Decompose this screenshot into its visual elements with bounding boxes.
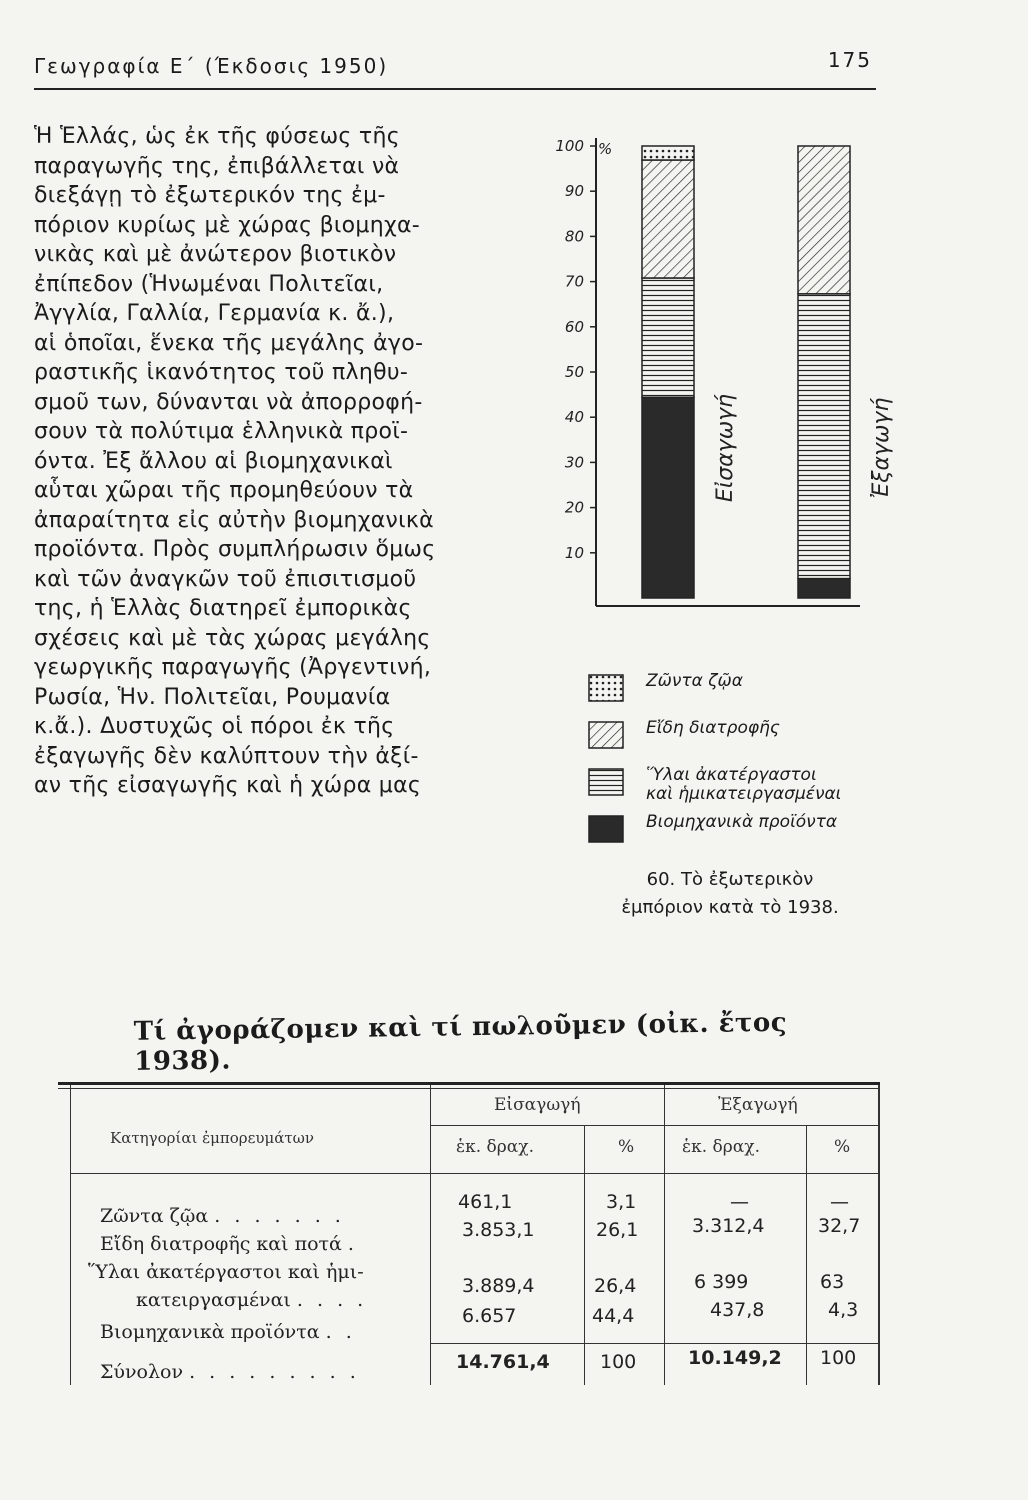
- header-import-pct: %: [618, 1137, 635, 1157]
- y-tick-label: 30: [564, 453, 584, 472]
- body-line: ραστικῆς ἱκανότητος τοῦ πληθυ-: [34, 360, 409, 385]
- import-pct: 3,1: [606, 1191, 637, 1213]
- export-pct: —: [830, 1191, 849, 1213]
- row-label-continued: κατειργασμέναι . . . .: [136, 1289, 368, 1311]
- body-line: κ.ἄ.). Δυστυχῶς οἱ πόροι ἐκ τῆς: [34, 714, 395, 739]
- row-label: Εἴδη διατροφῆς καὶ ποτά .: [100, 1233, 358, 1255]
- y-tick-label: 20: [564, 498, 584, 517]
- bar-category-label: Ἐξαγωγή: [869, 397, 894, 499]
- table-rule: [878, 1085, 880, 1385]
- legend-item: [588, 668, 888, 715]
- table-rule: [70, 1085, 71, 1385]
- body-line: πόριον κυρίως μὲ χώρας βιομηχα-: [34, 212, 421, 238]
- header-export: Ἐξαγωγή: [718, 1095, 798, 1115]
- import-value: 6.657: [462, 1305, 517, 1327]
- body-line: αἱ ὁποῖαι, ἕνεκα τῆς μεγάλης ἀγο-: [34, 330, 424, 356]
- legend-label-line: Ζῶντα ζῷα: [646, 671, 743, 691]
- figure-caption: [560, 866, 900, 922]
- legend-swatch-rect: [589, 816, 623, 842]
- body-line: σχέσεις καὶ μὲ τὰς χώρας μεγάλης: [34, 625, 431, 651]
- export-pct: 32,7: [818, 1215, 861, 1237]
- header-import-money: ἑκ. δραχ.: [456, 1137, 534, 1157]
- table-rule: [70, 1173, 880, 1174]
- export-pct: 4,3: [828, 1299, 859, 1321]
- y-tick-label: 100: [555, 137, 584, 155]
- table-rule: [430, 1085, 431, 1385]
- legend-swatch-rect: [589, 722, 623, 748]
- bar-segment: [642, 146, 694, 160]
- body-line: της, ἡ Ἑλλὰς διατηρεῖ ἐμπορικὰς: [34, 596, 412, 621]
- export-value: 3.312,4: [692, 1215, 765, 1237]
- import-value: 3.889,4: [462, 1275, 535, 1297]
- body-line: διεξάγῃ τὸ ἐξωτερικόν της ἐμ-: [34, 183, 386, 208]
- y-tick-label: 70: [564, 272, 584, 291]
- bar-segment: [798, 146, 850, 294]
- body-line: σουν τὰ πολύτιμα ἑλληνικὰ προϊ-: [34, 419, 409, 444]
- legend-swatch-rect: [589, 769, 623, 795]
- import-value: 461,1: [458, 1191, 513, 1213]
- legend-swatch: [588, 674, 624, 702]
- import-pct: 44,4: [592, 1305, 635, 1327]
- export-value: —: [730, 1191, 749, 1213]
- body-line: Ἀγγλία, Γαλλία, Γερμανία κ. ἄ.),: [34, 301, 395, 326]
- y-unit-label: %: [598, 140, 613, 158]
- export-pct: 63: [820, 1271, 845, 1293]
- header-export-money: ἑκ. δραχ.: [682, 1137, 760, 1157]
- running-head: Γεωγραφία Ε΄ (Έκδοσις 1950): [34, 54, 389, 78]
- legend-label: [646, 672, 743, 691]
- row-label: Ζῶντα ζῷα . . . . . . .: [100, 1205, 345, 1227]
- body-line: αν τῆς εἰσαγωγῆς καὶ ἡ χώρα μας: [34, 773, 422, 798]
- caption-line-1: 60. Τὸ ἐξωτερικὸν: [646, 869, 814, 890]
- table-rule: [806, 1125, 807, 1385]
- legend-label-line: Ὕλαι ἀκατέργαστοι: [646, 765, 817, 785]
- body-line: νικὰς καὶ μὲ ἀνώτερον βιοτικὸν: [34, 242, 397, 267]
- legend-label-line: Εἴδη διατροφῆς: [646, 718, 780, 738]
- trade-table: [58, 1082, 880, 1385]
- legend-item: [588, 809, 888, 856]
- body-line: παραγωγῆς της, ἐπιβάλλεται νὰ: [34, 153, 400, 179]
- header-import: Εἰσαγωγή: [494, 1095, 581, 1115]
- legend-label: [646, 813, 837, 832]
- total-import-value: 14.761,4: [456, 1351, 550, 1373]
- body-line: ἐπίπεδον (Ἡνωμέναι Πολιτεῖαι,: [34, 271, 384, 297]
- header-export-pct: %: [834, 1137, 851, 1157]
- legend-swatch: [588, 721, 624, 749]
- legend-label: [646, 766, 841, 804]
- total-label: Σύνολον . . . . . . . . .: [100, 1361, 360, 1383]
- y-tick-label: 40: [564, 408, 584, 427]
- legend-label-line: καὶ ἡμικατειργασμέναι: [646, 784, 842, 804]
- bar-segment: [798, 579, 850, 598]
- import-pct: 26,4: [594, 1275, 637, 1297]
- body-line: σμοῦ των, δύνανται νὰ ἀπορροφή-: [34, 389, 423, 415]
- body-line: προϊόντα. Πρὸς συμπλήρωσιν ὅμως: [34, 537, 436, 562]
- import-value: 3.853,1: [462, 1219, 535, 1241]
- page-number: 175: [827, 48, 872, 72]
- table-rule: [430, 1343, 880, 1344]
- body-line: αὗται χῶραι τῆς προμηθεύουν τὰ: [34, 478, 414, 503]
- body-line: γεωργικῆς παραγωγῆς (Ἀργεντινή,: [34, 655, 432, 680]
- chart-legend: [588, 668, 888, 856]
- body-line: Ρωσία, Ἡν. Πολιτεῖαι, Ρουμανία: [34, 684, 391, 710]
- legend-swatch: [588, 768, 624, 796]
- row-label: Βιομηχανικὰ προϊόντα . .: [100, 1321, 356, 1343]
- body-line: ἀπαραίτητα εἰς αὐτὴν βιομηχανικὰ: [34, 507, 434, 533]
- table-rule: [664, 1085, 665, 1385]
- legend-swatch-rect: [589, 675, 623, 701]
- body-line: ἐξαγωγῆς δὲν καλύπτουν τὴν ἀξί-: [34, 743, 419, 769]
- page-header: [34, 48, 876, 90]
- y-tick-label: 90: [564, 182, 584, 201]
- import-pct: 26,1: [596, 1219, 639, 1241]
- row-label: Ὕλαι ἀκατέργαστοι καὶ ἡμι-: [88, 1261, 364, 1283]
- body-text: [34, 122, 504, 801]
- legend-swatch: [588, 815, 624, 843]
- bar-segment: [642, 278, 694, 397]
- bar-segment: [642, 397, 694, 598]
- legend-item: [588, 715, 888, 762]
- trade-chart: [516, 118, 894, 663]
- body-line: καὶ τῶν ἀναγκῶν τοῦ ἐπισιτισμοῦ: [34, 566, 417, 592]
- body-line: όντα. Ἐξ ἄλλου αἱ βιομηχανικαὶ: [34, 448, 393, 474]
- legend-label-line: Βιομηχανικὰ προϊόντα: [646, 812, 838, 832]
- table-rule: [584, 1125, 585, 1385]
- legend-item: [588, 762, 888, 809]
- y-tick-label: 10: [564, 543, 584, 562]
- y-tick-label: 80: [564, 227, 584, 246]
- bar-segment: [642, 160, 694, 278]
- y-tick-label: 60: [564, 317, 584, 336]
- section-title: Τί ἀγοράζομεν καὶ τί πωλοῦμεν (οἰκ. ἔτος 1938).: [133, 1007, 788, 1077]
- bar-category-label: Εἰσαγωγή: [713, 393, 738, 503]
- legend-label: [646, 719, 780, 738]
- bar-segment: [798, 294, 850, 579]
- total-export-value: 10.149,2: [688, 1347, 782, 1369]
- body-line: Ἡ Ἑλλάς, ὡς ἐκ τῆς φύσεως τῆς: [34, 124, 400, 149]
- table-rule: [430, 1125, 880, 1126]
- header-category: Κατηγορίαι ἐμπορευμάτων: [110, 1129, 315, 1147]
- export-value: 437,8: [710, 1299, 765, 1321]
- total-import-pct: 100: [600, 1351, 637, 1373]
- table-rule: [58, 1088, 880, 1089]
- y-tick-label: 50: [564, 363, 584, 381]
- export-value: 6 399: [694, 1271, 749, 1293]
- caption-line-2: ἐμπόριον κατὰ τὸ 1938.: [621, 897, 839, 918]
- total-export-pct: 100: [820, 1347, 857, 1369]
